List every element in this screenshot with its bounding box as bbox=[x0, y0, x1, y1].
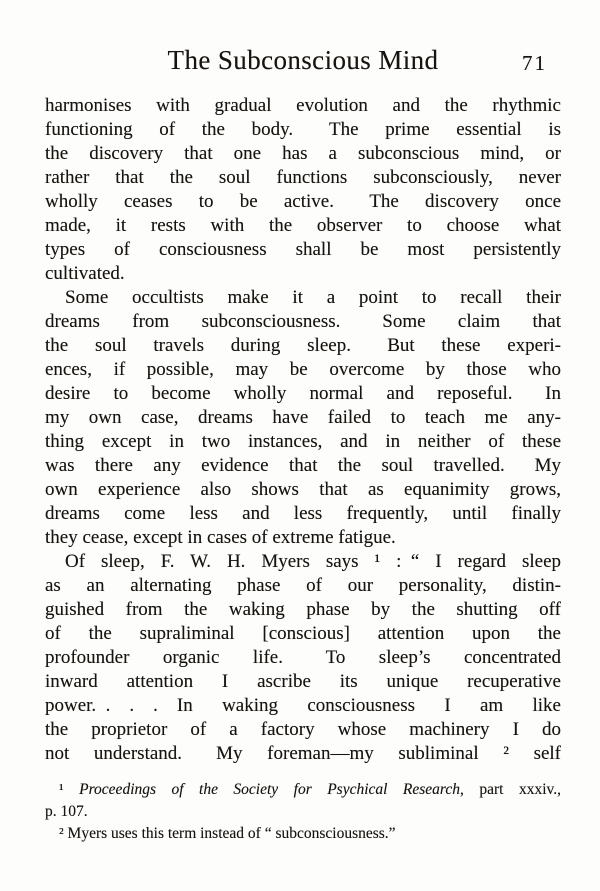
text-line: power. . . . In waking consciousness I am like bbox=[45, 695, 561, 716]
footnote-1-italic-title: Proceedings of the Society for Psychical Research bbox=[79, 781, 461, 798]
text-line: of the supraliminal [conscious] attention upon the bbox=[45, 623, 561, 644]
text-line: guished from the waking phase by the shutting off bbox=[45, 599, 561, 620]
paragraph bbox=[45, 286, 561, 550]
text-line: functioning of the body. The prime essential is bbox=[45, 119, 561, 140]
text-line: rather that the soul functions subconsciously, never bbox=[45, 167, 561, 188]
text-line: ences, if possible, may be overcome by those who bbox=[45, 359, 561, 380]
page-number: 71 bbox=[522, 51, 547, 75]
footnote-2 bbox=[45, 823, 561, 845]
text-line: as an alternating phase of our personality, distin- bbox=[45, 575, 561, 596]
paragraph bbox=[45, 94, 561, 286]
text-line: Of sleep, F. W. H. Myers says ¹ : “ I regard sleep bbox=[65, 551, 561, 572]
text-line: dreams come less and less frequently, until finally bbox=[45, 503, 561, 524]
text-line: dreams from subconsciousness. Some claim that bbox=[45, 311, 561, 332]
text-line: the soul travels during sleep. But these experi- bbox=[45, 335, 561, 356]
footnote-1-rest: , part xxxiv., bbox=[460, 781, 561, 798]
text-line: the discovery that one has a subconscious mind, or bbox=[45, 143, 561, 164]
text-line: profounder organic life. To sleep’s concentrated bbox=[45, 647, 561, 668]
text-line: inward attention I ascribe its unique recuperative bbox=[45, 671, 561, 692]
footnote-2-marker: ² bbox=[59, 825, 68, 842]
text-line: was there any evidence that the soul travelled. My bbox=[45, 455, 561, 476]
text-line: thing except in two instances, and in neither of these bbox=[45, 431, 561, 452]
footnote-1-line-1 bbox=[45, 779, 561, 801]
text-line: made, it rests with the observer to choose what bbox=[45, 215, 561, 236]
text-line: they cease, except in cases of extreme fatigue. bbox=[45, 527, 396, 548]
text-line: own experience also shows that as equanimity grows, bbox=[45, 479, 561, 500]
text-line: desire to become wholly normal and reposeful. In bbox=[45, 383, 561, 404]
text-line: my own case, dreams have failed to teach me any- bbox=[45, 407, 561, 428]
text-line: harmonises with gradual evolution and the rhythmic bbox=[45, 95, 561, 116]
text-line: the proprietor of a factory whose machinery I do bbox=[45, 719, 561, 740]
text-line: types of consciousness shall be most persistently bbox=[45, 239, 561, 260]
paragraph bbox=[45, 550, 561, 766]
text-line: not understand. My foreman—my subliminal ² self bbox=[45, 743, 561, 764]
footnote-1-line-2: p. 107. bbox=[45, 803, 88, 820]
body-text bbox=[45, 94, 561, 766]
running-title: The Subconscious Mind bbox=[167, 45, 439, 75]
footnote-1-marker: ¹ bbox=[59, 781, 80, 798]
text-line: Some occultists make it a point to recall their bbox=[65, 287, 561, 308]
footnote-2-text: Myers uses this term instead of “ subconsciousness.” bbox=[67, 825, 396, 842]
page-header bbox=[45, 45, 561, 77]
text-line: wholly ceases to be active. The discovery once bbox=[45, 191, 561, 212]
text-line: cultivated. bbox=[45, 263, 125, 284]
footnotes bbox=[45, 779, 561, 845]
